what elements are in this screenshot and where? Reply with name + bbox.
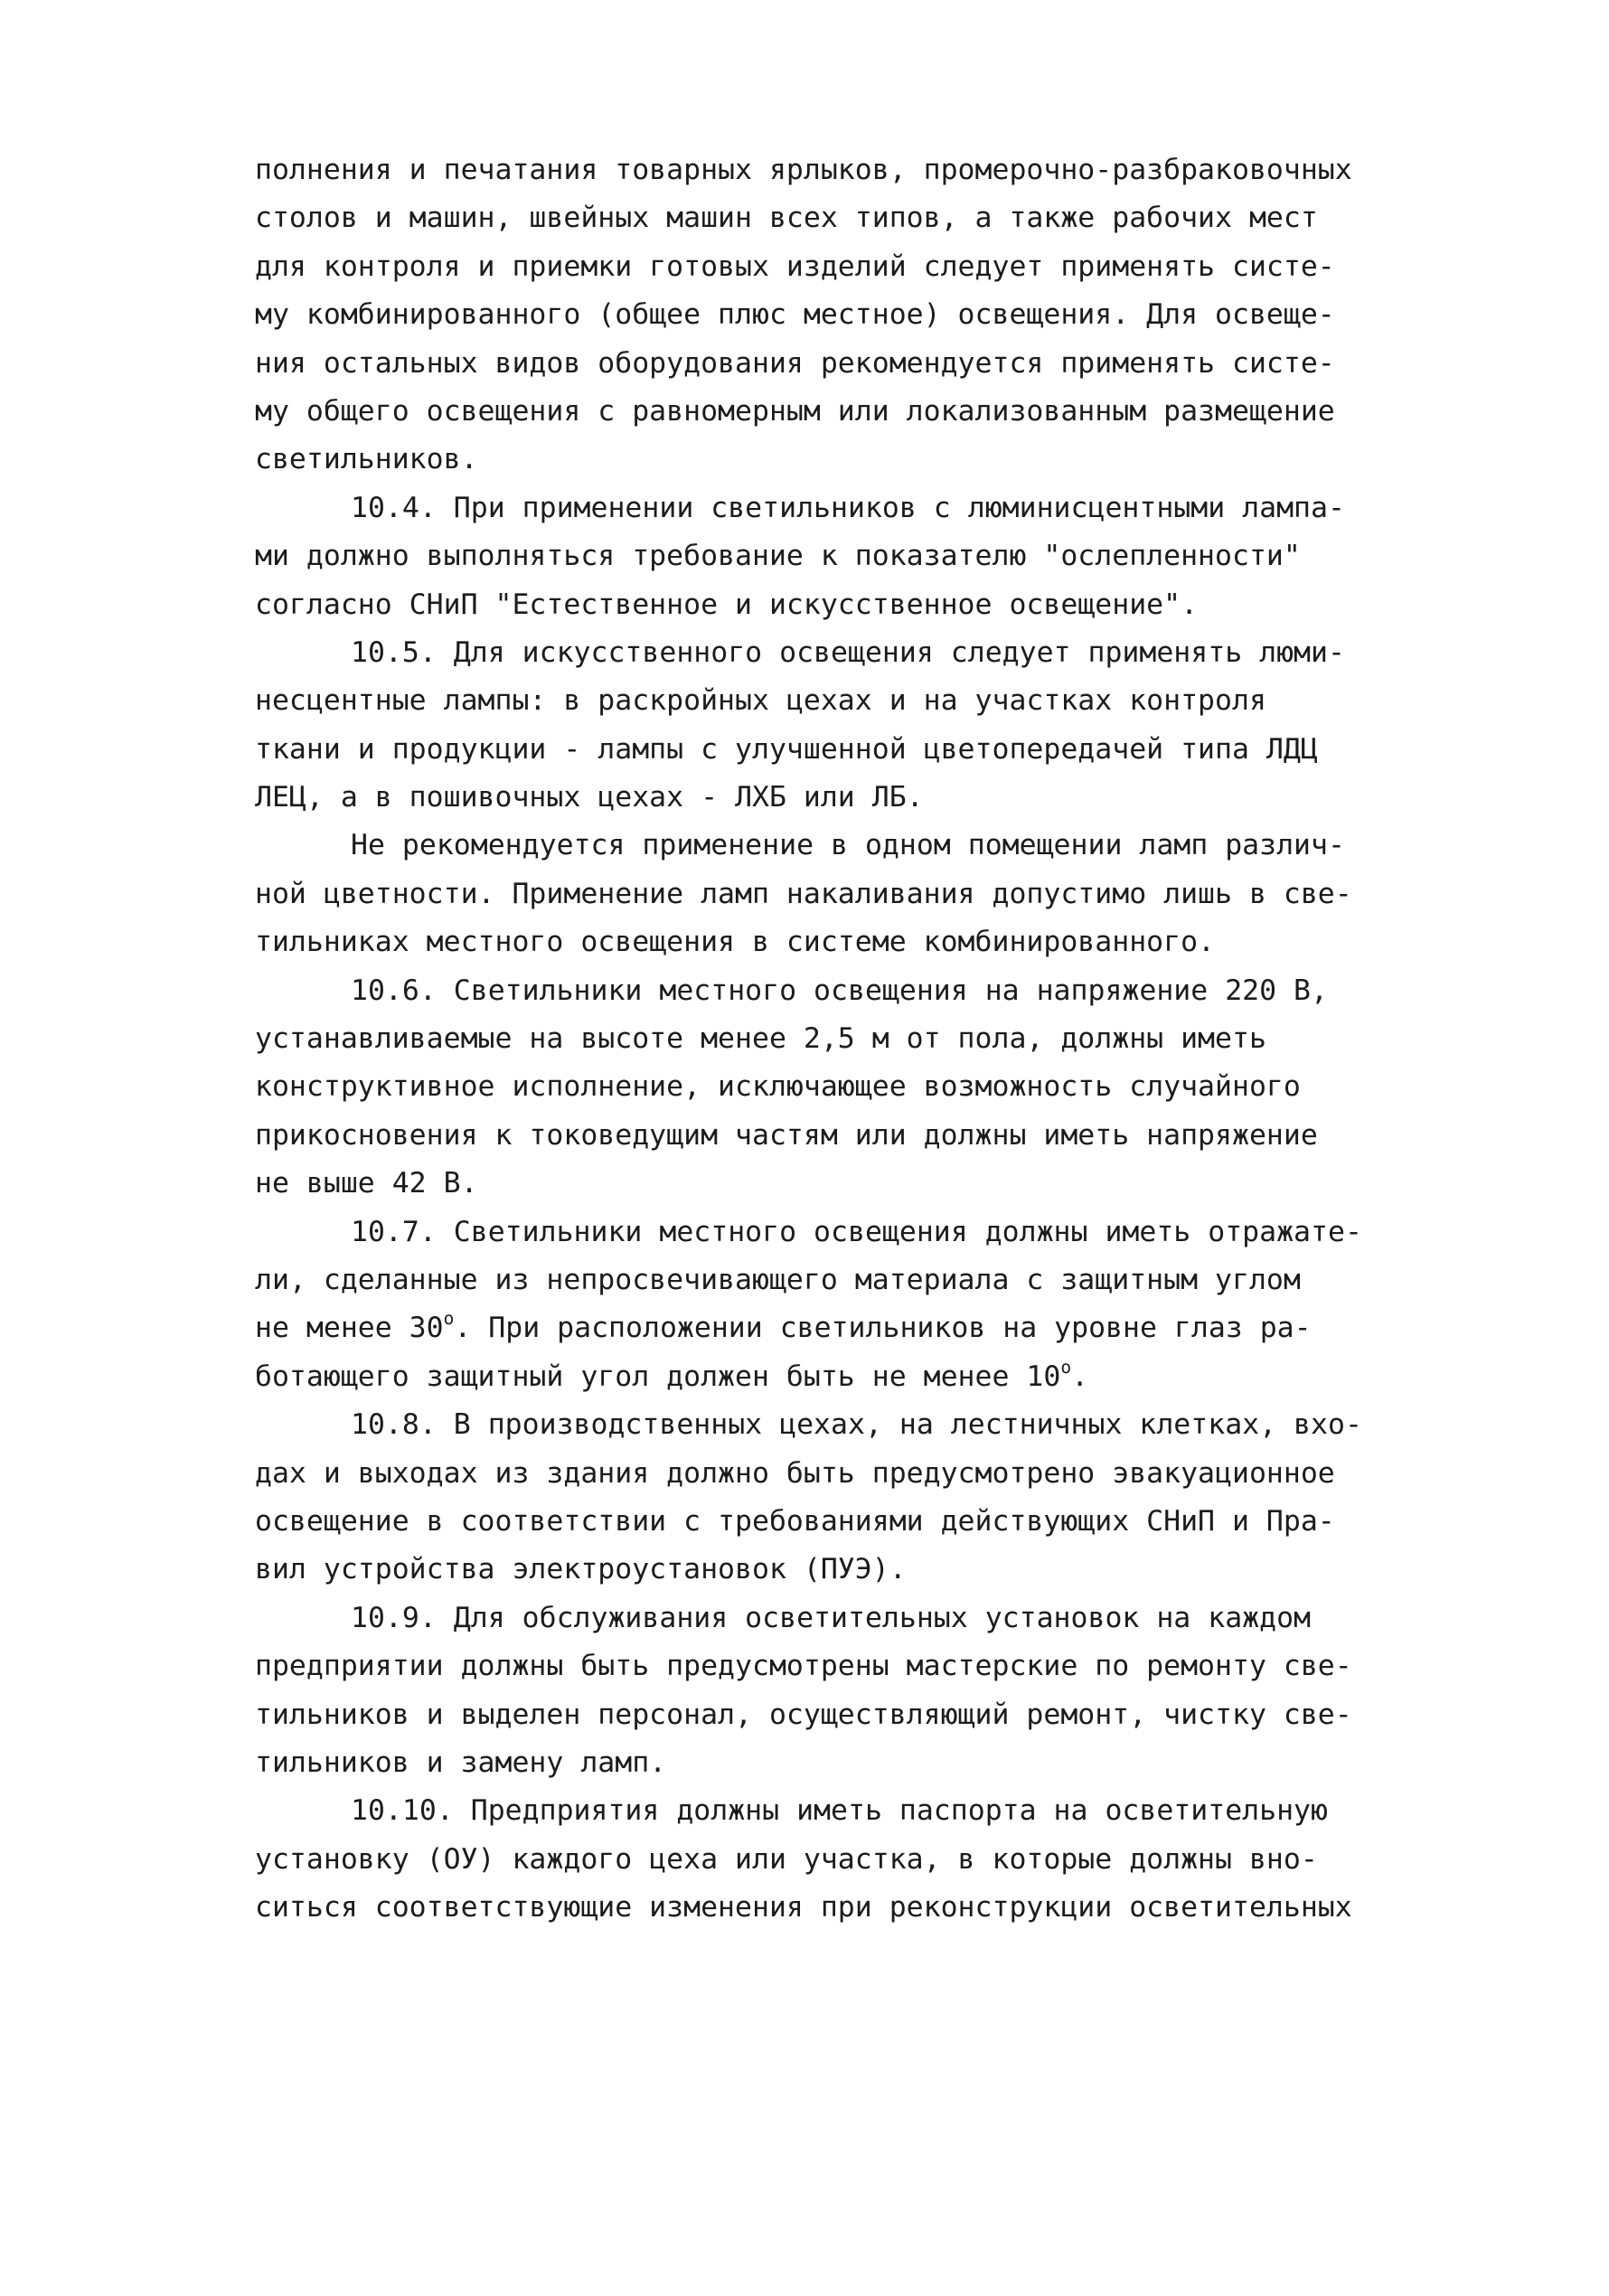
text-line: не выше 42 В.	[255, 1167, 478, 1200]
text-line: прикосновения к токоведущим частям или должны иметь напряжение	[255, 1118, 1318, 1152]
text-line-with-degree	[255, 1304, 1520, 1352]
text-line: ткани и продукции - лампы с улучшенной цветопередачей типа ЛДЦ	[255, 732, 1318, 766]
text-line: светильников.	[255, 443, 478, 476]
degree-mark: о	[443, 1308, 455, 1330]
text-segment: ботающего защитный угол должен быть не менее 10	[255, 1360, 1061, 1393]
text-line: ной цветности. Применение ламп накаливания допустимо лишь в све-	[255, 877, 1352, 910]
text-line: ли, сделанные из непросвечивающего материала с защитным углом	[255, 1263, 1301, 1296]
text-line: освещение в соответствии с требованиями действующих СНиП и Пра-	[255, 1504, 1335, 1538]
text-line: ЛЕЦ, а в пошивочных цехах - ЛХБ или ЛБ.	[255, 781, 924, 814]
text-line: предприятии должны быть предусмотрены мастерские по ремонту све-	[255, 1650, 1352, 1683]
paragraph-10-7-start: 10.7. Светильники местного освещения должны иметь отражате-	[351, 1215, 1362, 1248]
text-line: вил устройства электроустановок (ПУЭ).	[255, 1553, 907, 1586]
text-segment: не менее 30	[255, 1312, 444, 1345]
paragraph-10-4-start: 10.4. При применении светильников с люминисцентными лампа-	[351, 491, 1345, 524]
text-line: устанавливаемые на высоте менее 2,5 м от пола, должны иметь	[255, 1022, 1266, 1056]
text-line: конструктивное исполнение, исключающее возможность случайного	[255, 1070, 1301, 1104]
paragraph-10-5-start: 10.5. Для искусственного освещения следует применять люми-	[351, 635, 1345, 669]
degree-mark: о	[1060, 1356, 1072, 1378]
paragraph-10-6-start: 10.6. Светильники местного освещения на напряжение 220 В,	[351, 974, 1328, 1007]
paragraph-10-9-start: 10.9. Для обслуживания осветительных установок на каждом	[351, 1601, 1312, 1634]
document-body	[255, 146, 1520, 1932]
text-segment: .	[1071, 1360, 1089, 1393]
text-line: полнения и печатания товарных ярлыков, промерочно-разбраковочных	[255, 154, 1352, 186]
text-line: тильниках местного освещения в системе комбинированного.	[255, 926, 1216, 959]
paragraph-lamp-types-start: Не рекомендуется применение в одном помещении ламп различ-	[351, 829, 1345, 862]
text-line: ми должно выполняться требование к показателю "ослепленности"	[255, 540, 1301, 573]
text-line-with-degree	[255, 1353, 1520, 1401]
text-line: ситься соответствующие изменения при реконструкции осветительных	[255, 1891, 1352, 1924]
text-line: дах и выходах из здания должно быть предусмотрено эвакуационное	[255, 1456, 1335, 1490]
text-line: столов и машин, швейных машин всех типов, а также рабочих мест	[255, 202, 1318, 235]
text-line: согласно СНиП "Естественное и искусственное освещение".	[255, 588, 1199, 621]
text-line: несцентные лампы: в раскройных цехах и на участках контроля	[255, 684, 1266, 718]
text-line: му общего освещения с равномерным или локализованным размещение	[255, 394, 1335, 428]
paragraph-10-10-start: 10.10. Предприятия должны иметь паспорта на осветительную	[351, 1794, 1328, 1828]
text-line: тильников и замену ламп.	[255, 1746, 667, 1779]
text-line: тильников и выделен персонал, осуществляющий ремонт, чистку све-	[255, 1698, 1352, 1731]
text-line: для контроля и приемки готовых изделий следует применять систе-	[255, 249, 1335, 283]
text-segment: . При расположении светильников на уровне глаз ра-	[454, 1312, 1312, 1345]
text-line: установку (ОУ) каждого цеха или участка, в которые должны вно-	[255, 1842, 1318, 1876]
text-line: му комбинированного (общее плюс местное) освещения. Для освеще-	[255, 298, 1335, 332]
text-line: ния остальных видов оборудования рекомендуется применять систе-	[255, 346, 1335, 380]
paragraph-10-8-start: 10.8. В производственных цехах, на лестничных клетках, вхо-	[351, 1408, 1362, 1442]
